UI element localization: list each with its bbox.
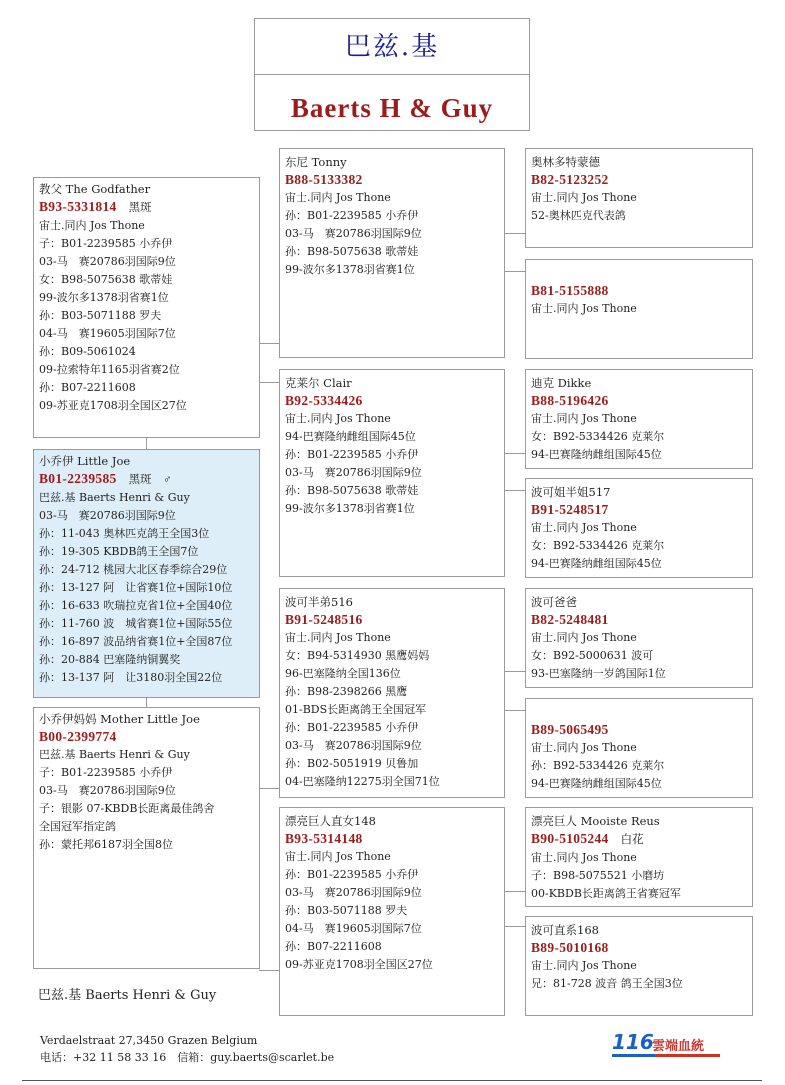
info-line: 99-波尔多1378羽省赛1位 — [285, 263, 415, 276]
info-line: 94-巴赛隆纳雌组国际45位 — [531, 777, 662, 790]
connector — [504, 490, 525, 491]
pigeon-name: 小乔伊 Little Joe — [39, 454, 131, 468]
achievement-list — [39, 746, 254, 854]
ring-number: B91-5248517 — [531, 502, 609, 517]
connector — [504, 233, 525, 234]
breeder-name: 巴兹.基 Baerts Henri & Guy — [38, 988, 217, 1003]
contact-block — [40, 1032, 334, 1066]
pigeon-name: 波可爸爸 — [531, 595, 577, 609]
pigeon-name: 迪克 Dikke — [531, 376, 592, 390]
info-line: 孙：B02-5051919 贝鲁加 — [285, 757, 419, 770]
info-line: 宙士.同内 Jos Thone — [531, 741, 637, 754]
page-title-chinese: 巴兹.基 — [254, 18, 530, 75]
info-line: 宙士.同内 Jos Thone — [531, 631, 637, 644]
pedigree-box-mooiste-reus — [525, 807, 753, 907]
pigeon-name: 教父 The Godfather — [39, 182, 151, 196]
info-line: 孙：B98-5075638 歌蒂娃 — [285, 245, 419, 258]
color-note: 黑斑 — [128, 202, 152, 214]
info-line: 孙：B92-5334426 克莱尔 — [531, 759, 665, 772]
info-line: 子：B01-2239585 小乔伊 — [39, 766, 173, 779]
ring-number: B91-5248516 — [285, 612, 363, 627]
info-line: 巴兹.基 Baerts Henri & Guy — [39, 491, 190, 504]
info-line: 孙：B01-2239585 小乔伊 — [285, 721, 419, 734]
connector — [259, 788, 279, 789]
info-line: 94-巴赛隆纳雌组国际45位 — [531, 448, 662, 461]
info-line: 宙士.同内 Jos Thone — [285, 412, 391, 425]
info-line: 孙：16-633 吹瑞拉克省1位+全国40位 — [39, 599, 233, 612]
ring-number: B01-2239585 黑斑 ♂ — [39, 471, 172, 486]
pedigree-box-half-brother-516 — [279, 588, 505, 798]
info-line: 宙士.同内 Jos Thone — [285, 850, 391, 863]
info-line: 99-波尔多1378羽省赛1位 — [39, 291, 169, 304]
ring-number: B88-5133382 — [285, 172, 363, 187]
info-line: 孙：19-305 KBDB鸽王全国7位 — [39, 545, 199, 558]
info-line: 03-马 赛20786羽国际9位 — [39, 509, 176, 522]
ring-number: B93-5331814 黑斑 — [39, 199, 152, 214]
pedigree-box-subject — [33, 449, 260, 698]
pedigree-box-dikke — [525, 369, 753, 469]
pigeon-name: 东尼 Tonny — [285, 155, 347, 169]
contact-info: 电话：+32 11 58 33 16 信箱：guy.baerts@scarlet.be — [40, 1051, 335, 1064]
info-line: 宙士.同内 Jos Thone — [285, 631, 391, 644]
ring-number: B93-5314148 — [285, 831, 363, 846]
info-line: 93-巴塞隆纳一岁鸽国际1位 — [531, 667, 666, 680]
pigeon-name: 小乔伊妈妈 Mother Little Joe — [39, 712, 200, 726]
color-note: 黑斑 ♂ — [128, 474, 172, 486]
divider — [22, 1080, 762, 1081]
achievement-list — [39, 489, 254, 687]
info-line: 宙士.同内 Jos Thone — [39, 219, 145, 232]
connector — [504, 453, 525, 454]
brand-text: 雲端血統 — [652, 1039, 705, 1054]
connector — [504, 891, 525, 892]
pigeon-name: 波可半弟516 — [285, 595, 353, 609]
info-line: 99-波尔多1378羽省赛1位 — [285, 502, 415, 515]
info-line: 子：B98-5075521 小磨坊 — [531, 869, 665, 882]
info-line: 宙士.同内 Jos Thone — [531, 521, 637, 534]
ring-number: B82-5123252 — [531, 172, 609, 187]
connector — [504, 710, 525, 711]
pedigree-box-b89 — [525, 698, 753, 798]
info-line: 01-BDS长距离鸽王全国冠军 — [285, 703, 427, 716]
pedigree-box-half-sister-517 — [525, 478, 753, 578]
info-line: 孙：B01-2239585 小乔伊 — [285, 868, 419, 881]
info-line: 女：B94-5314930 黑鹰妈妈 — [285, 649, 430, 662]
info-line: 03-马 赛20786羽国际9位 — [285, 739, 422, 752]
info-line: 04-马 赛19605羽国际7位 — [39, 327, 176, 340]
connector — [504, 271, 525, 272]
ring-number: B92-5334426 — [285, 393, 363, 408]
color-note: 白花 — [620, 834, 644, 846]
achievement-list — [39, 217, 254, 415]
info-line: 宙士.同内 Jos Thone — [531, 412, 637, 425]
info-line: 孙：蒙托邦6187羽全国8位 — [39, 838, 173, 851]
brand-number: 116 — [612, 1030, 654, 1054]
info-line: 孙：B98-2398266 黑鹰 — [285, 685, 408, 698]
brand-underline — [612, 1054, 720, 1057]
info-line: 孙：11-760 波 城省赛1位+国际55位 — [39, 617, 233, 630]
info-line: 孙：B01-2239585 小乔伊 — [285, 448, 419, 461]
connector — [504, 671, 525, 672]
pigeon-name: 克莱尔 Clair — [285, 376, 352, 390]
ring-number: B81-5155888 — [531, 283, 609, 298]
pedigree-box-tonny — [279, 148, 505, 358]
connector — [146, 437, 147, 449]
connector — [504, 926, 525, 927]
info-line: 宙士.同内 Jos Thone — [531, 851, 637, 864]
pedigree-box-poca-straight-168 — [525, 916, 753, 1016]
info-line: 孙：B01-2239585 小乔伊 — [285, 209, 419, 222]
pigeon-name: 奥林多特蒙德 — [531, 155, 600, 169]
ring-number: B00-2399774 — [39, 729, 117, 744]
info-line: 孙：13-137 阿 让3180羽全国22位 — [39, 671, 223, 684]
info-line: 兄：81-728 波音 鸽王全国3位 — [531, 977, 683, 990]
info-line: 孙：B03-5071188 罗夫 — [285, 904, 408, 917]
info-line: 03-马 赛20786羽国际9位 — [39, 255, 176, 268]
ring-number: B89-5010168 — [531, 940, 609, 955]
info-line: 宙士.同内 Jos Thone — [285, 191, 391, 204]
connector — [259, 382, 279, 383]
pedigree-box-mother — [33, 707, 260, 969]
ring-number: B82-5248481 — [531, 612, 609, 627]
info-line: 94-巴赛隆纳雌组国际45位 — [285, 430, 416, 443]
info-line: 04-马 赛19605羽国际7位 — [285, 922, 422, 935]
info-line: 女：B92-5000631 波可 — [531, 649, 654, 662]
info-line: 孙：B07-2211608 — [39, 381, 136, 394]
info-line: 全国冠军指定鸽 — [39, 820, 116, 833]
info-line: 00-KBDB长距离鸽王省赛冠军 — [531, 887, 681, 900]
info-line: 孙：B03-5071188 罗夫 — [39, 309, 162, 322]
brand-logo — [612, 1030, 722, 1056]
info-line: 孙：B98-5075638 歌蒂娃 — [285, 484, 419, 497]
pedigree-box-godfather — [33, 177, 260, 438]
connector — [259, 343, 279, 344]
info-line: 孙：16-897 波品纳省赛1位+全国87位 — [39, 635, 233, 648]
info-line: 孙：B09-5061024 — [39, 345, 136, 358]
info-line: 巴兹.基 Baerts Henri & Guy — [39, 748, 190, 761]
info-line: 女：B98-5075638 歌蒂娃 — [39, 273, 173, 286]
info-line: 子：B01-2239585 小乔伊 — [39, 237, 173, 250]
ring-number: B88-5196426 — [531, 393, 609, 408]
info-line: 孙：B07-2211608 — [285, 940, 382, 953]
info-line: 宙士.同内 Jos Thone — [531, 959, 637, 972]
address: Verdaelstraat 27,3450 Grazen Belgium — [40, 1034, 258, 1047]
info-line: 09-苏亚克1708羽全国区27位 — [285, 958, 433, 971]
page-title-english: Baerts H & Guy — [254, 74, 530, 131]
info-line: 96-巴塞隆纳全国136位 — [285, 667, 401, 680]
info-line: 孙：20-884 巴塞隆纳铜翼奖 — [39, 653, 181, 666]
pedigree-box-b81 — [525, 259, 753, 359]
info-line: 孙：13-127 阿 让省赛1位+国际10位 — [39, 581, 233, 594]
info-line: 03-马 赛20786羽国际9位 — [39, 784, 176, 797]
info-line: 03-马 赛20786羽国际9位 — [285, 227, 422, 240]
info-line: 孙：11-043 奥林匹克鸽王全国3位 — [39, 527, 210, 540]
info-line: 52-奥林匹克代表鸽 — [531, 209, 626, 222]
pedigree-box-poca-father — [525, 588, 753, 688]
pigeon-name: 漂亮巨人 Mooiste Reus — [531, 814, 660, 828]
info-line: 子：银影 07-KBDB长距离最佳鸽舍 — [39, 802, 215, 815]
ring-number: B89-5065495 — [531, 722, 609, 737]
info-line: 03-马 赛20786羽国际9位 — [285, 886, 422, 899]
info-line: 女：B92-5334426 克莱尔 — [531, 430, 665, 443]
connector — [146, 697, 147, 707]
ring-number: B90-5105244 白花 — [531, 831, 644, 846]
pigeon-name: 波可直系168 — [531, 923, 599, 937]
info-line: 09-苏亚克1708羽全国区27位 — [39, 399, 187, 412]
info-line: 94-巴赛隆纳雌组国际45位 — [531, 557, 662, 570]
pedigree-box-clair — [279, 369, 505, 577]
pigeon-name: 波可姐半姐517 — [531, 485, 611, 499]
info-line: 宙士.同内 Jos Thone — [531, 302, 637, 315]
info-line: 女：B92-5334426 克莱尔 — [531, 539, 665, 552]
pigeon-name: 漂亮巨人直女148 — [285, 814, 376, 828]
info-line: 04-巴塞隆纳12275羽全国71位 — [285, 775, 440, 788]
connector — [259, 970, 279, 971]
info-line: 孙：24-712 桃园大北区春季综合29位 — [39, 563, 228, 576]
info-line: 09-拉索特年1165羽省赛2位 — [39, 363, 180, 376]
pedigree-box-olympic — [525, 148, 753, 248]
pedigree-box-beauty-daughter-148 — [279, 807, 505, 1016]
info-line: 宙士.同内 Jos Thone — [531, 191, 637, 204]
info-line: 03-马 赛20786羽国际9位 — [285, 466, 422, 479]
